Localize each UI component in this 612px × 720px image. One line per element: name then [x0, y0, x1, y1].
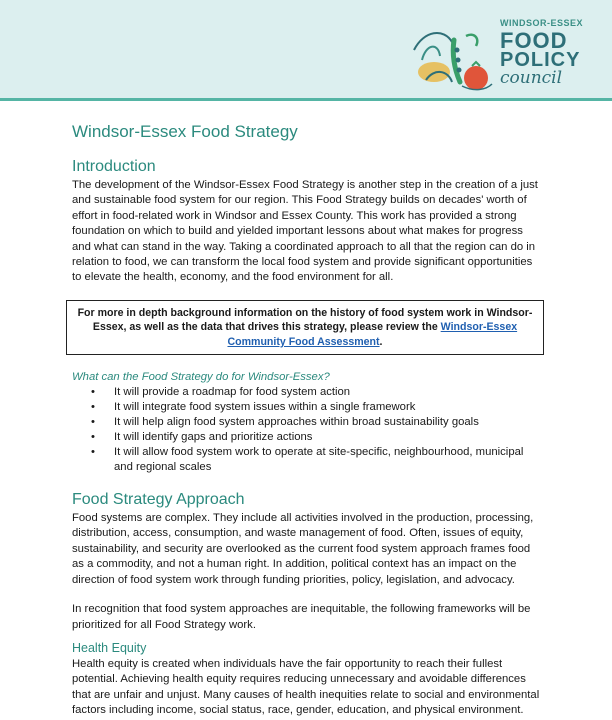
- document-title: Windsor-Essex Food Strategy: [72, 122, 298, 141]
- introduction-heading: Introduction: [72, 158, 156, 175]
- approach-paragraph-2: In recognition that food system approaches are inequitable, the following frameworks will be prioritized for all Food Strategy work.: [72, 603, 531, 631]
- strategy-benefits-list: [72, 385, 542, 475]
- logo-council-text: council: [500, 68, 563, 88]
- strategy-question: What can the Food Strategy do for Windsor-Essex?: [72, 371, 330, 384]
- list-item: • It will integrate food system issues within a single framework: [114, 400, 542, 415]
- list-item: • It will identify gaps and prioritize actions: [114, 430, 542, 445]
- background-info-box: [66, 300, 544, 355]
- health-equity-paragraph: Health equity is created when individuals have the fair opportunity to reach their fullest potential. Achieving health equity requires reducing unnecessary and avoidable differences that are unfair and unjust. Many causes of health inequities relate to social and environmental factors including income, social status, race, gender, education, and physical environment.: [72, 657, 540, 717]
- vegetable-illustration-icon: [404, 20, 494, 96]
- infobox-text: For more in depth background information on the history of food system work in Windsor-Essex, as well as the data that drives this strategy, please review the: [77, 306, 533, 334]
- list-item: • It will help align food system approaches within broad sustainability goals: [114, 415, 542, 430]
- document-body: [72, 108, 542, 719]
- logo-policy-text: POLICY: [500, 49, 581, 71]
- logo-region-text: WINDSOR-ESSEX: [500, 18, 584, 28]
- approach-paragraph: Food systems are complex. They include all activities involved in the production, processing, distribution, access, consumption, and waste management of food. Often, issues of equity, sustainability, and security are overlooked as the current food system approach frames food as a commodity, and not a human right. In addition, political context has an impact on the direction of food system work through funding priorities, policy, legislation, and advocacy.: [72, 512, 534, 586]
- list-item: • It will provide a roadmap for food system action: [114, 385, 542, 400]
- approach-heading: Food Strategy Approach: [72, 491, 245, 509]
- header-rule: [0, 98, 612, 101]
- health-equity-heading: Health Equity: [72, 640, 147, 655]
- list-item: • It will allow food system work to operate at site-specific, neighbourhood, municipal and regional scales: [114, 445, 542, 475]
- introduction-paragraph: The development of the Windsor-Essex Food Strategy is another step in the creation of a just and sustainable food system for our region. This Food Strategy builds on decades' worth of effort in food-related work in Windsor and Essex County. This work has provided a strong foundation on which to build and yielded important lessons about what makes for progress and what can stand in the way. Taking a coordinated approach to all that the region can do in relation to food, we can transform the local food system and provide significant opportunities to elevate the health, economy, and the food environment for all.: [72, 179, 538, 284]
- community-food-assessment-link[interactable]: Windsor-Essex Community Food Assessment: [227, 321, 518, 348]
- logo-food-text: FOOD: [500, 28, 568, 53]
- paragraph-gap: [72, 588, 542, 602]
- infobox-period: .: [379, 335, 383, 348]
- food-policy-council-logo: [404, 12, 604, 96]
